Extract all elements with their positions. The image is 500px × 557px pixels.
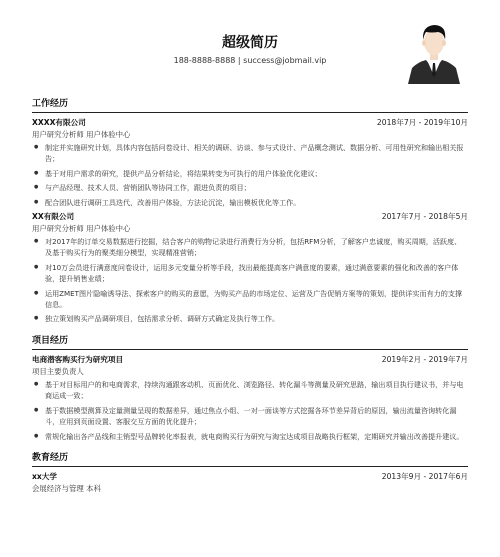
bullet-list bbox=[32, 236, 468, 325]
project-entry bbox=[32, 354, 468, 442]
date-range: 2018年7月 - 2019年10月 bbox=[376, 118, 468, 127]
contact-info: 188-8888-8888 | success@jobmail.vip bbox=[173, 56, 327, 65]
date-range: 2017年7月 - 2018年5月 bbox=[381, 212, 468, 222]
bullet-item: ● 制定并实施研究计划，具体内容包括问卷设计、相关的调研、访谈、参与式设计、产品概念测试、数据分析、可用性研究和输出相关报告； bbox=[32, 142, 468, 165]
section-title-projects: 项目经历 bbox=[32, 333, 468, 350]
projects-section bbox=[32, 333, 468, 442]
project-role: 项目主要负责人 bbox=[32, 366, 84, 376]
date-range: 2019年2月 - 2019年7月 bbox=[381, 354, 468, 364]
work-entry bbox=[32, 117, 468, 208]
education-entry bbox=[32, 471, 468, 495]
bullet-item: ● 配合团队进行调研工具迭代，改善用户体验，方法论沉淀，输出模板优化等工作。 bbox=[32, 197, 468, 208]
bullet-item: ● 基于对用户需求的研究，提供产品分析结论，将结果转变为可执行的用户体验优化建议； bbox=[32, 168, 468, 179]
job-role: 用户研究分析师 用户体验中心 bbox=[32, 130, 131, 139]
bullet-item: ● 与产品经理、技术人员、营销团队等协同工作，跟进负责的项目； bbox=[32, 182, 468, 193]
job-role: 用户研究分析师 用户体验中心 bbox=[32, 224, 131, 234]
project-name: 电商潜客购买行为研究项目 bbox=[32, 354, 124, 364]
bullet-item: ● 对2017年的订单交易数据进行挖掘，结合客户的购物记录进行消费行为分析，包括RFM分析，了解客户忠诚度，购买周期，活跃度、及基于购买行为的聚类细分模型，实现精准营销； bbox=[32, 236, 468, 259]
bullet-item: ● 对10万会员进行满意度问卷设计，运用多元变量分析等手段，找出最能提高客户满意度的要素，通过满意要素的强化和改善的客户体验，提升销售业绩； bbox=[32, 262, 468, 285]
avatar bbox=[404, 18, 464, 84]
school-name: xx大学 bbox=[32, 471, 57, 481]
bullet-list bbox=[32, 142, 468, 208]
resume-title: 超级简历 bbox=[222, 35, 278, 51]
bullet-item: ● 独立策划购买产品调研项目，包括需求分析、调研方式确定及执行等工作。 bbox=[32, 313, 468, 324]
work-section bbox=[32, 96, 468, 325]
bullet-list bbox=[32, 379, 468, 442]
work-entry bbox=[32, 211, 468, 325]
section-title-work: 工作经历 bbox=[32, 96, 468, 113]
education-section bbox=[32, 450, 468, 495]
bullet-item: ● 常规化输出各产品线和主销型号品牌转化率报表，就电商购买行为研究与淘宝达成项目战略执行框架，定期研究并输出改善提升建议。 bbox=[32, 431, 468, 442]
bullet-item: ● 基于对目标用户的和电商需求，持续沟通跟客动机、页面优化、浏览路径、转化漏斗等测量及研究思路，输出项目执行建议书，并与电商运成一致； bbox=[32, 379, 468, 402]
company-name: XX有限公司 bbox=[32, 212, 75, 222]
bullet-item: ● 运用ZMET图片隐喻诱导法、探索客户的购买的意愿，为购买产品的市场定位、运营及广告促销方案等的策划，提供详实而有力的支撑信息。 bbox=[32, 288, 468, 311]
bullet-item: ● 基于数据模型测算及定量测量呈现的数据差异，通过焦点小组、一对一面谈等方式挖掘各环节差异背后的原因，输出流量咨询转化漏斗，应用到页面设置、客服交互方面的优化提升； bbox=[32, 405, 468, 428]
section-title-education: 教育经历 bbox=[32, 450, 468, 467]
date-range: 2013年9月 - 2017年6月 bbox=[381, 471, 468, 481]
resume-header bbox=[32, 0, 468, 88]
degree: 会展经济与管理 本科 bbox=[32, 483, 101, 493]
company-name: XXXX有限公司 bbox=[32, 118, 86, 127]
